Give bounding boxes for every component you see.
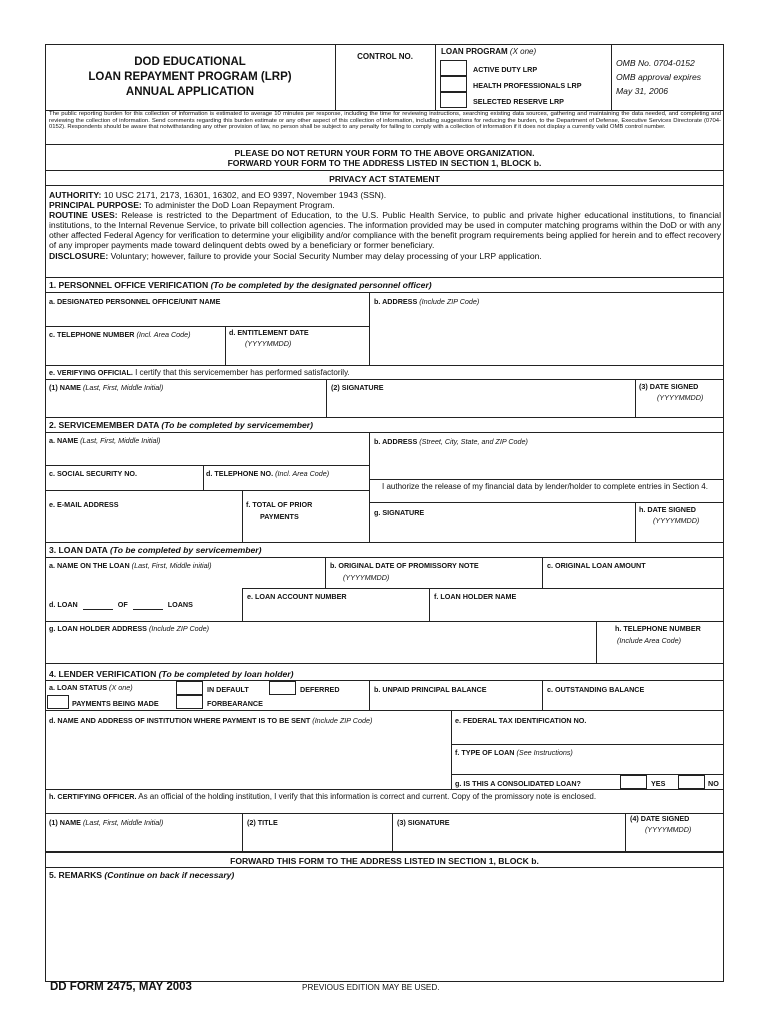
dd-form-2475	[45, 44, 724, 982]
servicemember-name-label: a. NAME (Last, First, Middle Initial)	[49, 436, 161, 445]
loan-number-blank[interactable]	[83, 600, 113, 610]
email-field[interactable]	[46, 510, 241, 541]
promissory-note-date-hint: (YYYYMMDD)	[343, 573, 390, 582]
privacy-act-title: PRIVACY ACT STATEMENT	[329, 174, 440, 184]
edition-note: PREVIOUS EDITION MAY BE USED.	[302, 983, 440, 992]
loan-holder-address-field[interactable]	[46, 634, 595, 662]
loan-holder-name-field[interactable]	[430, 602, 723, 620]
loan-status-label: a. LOAN STATUS (X one)	[49, 683, 133, 692]
personnel-phone-field[interactable]	[46, 340, 224, 364]
servicemember-address-field[interactable]	[370, 447, 723, 479]
personnel-office-name-field[interactable]	[46, 307, 368, 327]
entitlement-date-hint: (YYYYMMDD)	[245, 339, 292, 348]
unpaid-principal-field[interactable]	[370, 695, 541, 709]
section-5-title: 5. REMARKS (Continue on back if necessary)	[49, 870, 235, 880]
loan-program-checkbox-selected-reserve[interactable]	[440, 92, 467, 108]
certifying-officer-date-field[interactable]	[626, 836, 723, 850]
prior-payments-label: f. TOTAL OF PRIOR	[246, 500, 313, 509]
personnel-phone-label: c. TELEPHONE NUMBER (Incl. Area Code)	[49, 330, 191, 339]
loan-holder-phone-hint: (Include Area Code)	[617, 636, 682, 645]
return-notice: PLEASE DO NOT RETURN YOUR FORM TO THE ABOVE ORGANIZATION. FORWARD YOUR FORM TO THE ADDRESS LISTED IN SECTION 1, BLOCK b.	[227, 148, 542, 168]
verifying-official-name-field[interactable]	[46, 394, 325, 416]
loan-type-field[interactable]	[452, 758, 723, 773]
consolidated-yes-label: YES	[651, 779, 666, 788]
control-no-label: CONTROL NO.	[357, 52, 413, 61]
entitlement-date-field[interactable]	[226, 350, 368, 364]
ssn-field[interactable]	[46, 478, 202, 489]
loan-account-number-label: e. LOAN ACCOUNT NUMBER	[247, 592, 347, 601]
prior-payments-label-2: PAYMENTS	[260, 512, 299, 521]
certifying-officer-signature-label: (3) SIGNATURE	[397, 818, 450, 827]
ssn-label: c. SOCIAL SECURITY NO.	[49, 469, 137, 478]
original-loan-amount-label: c. ORIGINAL LOAN AMOUNT	[547, 561, 646, 570]
personnel-office-address-field[interactable]	[370, 307, 723, 364]
loan-holder-phone-field[interactable]	[597, 647, 723, 662]
promissory-note-date-label: b. ORIGINAL DATE OF PROMISSORY NOTE	[330, 561, 479, 570]
certifying-officer-name-label: (1) NAME (Last, First, Middle Initial)	[49, 818, 164, 827]
tax-id-label: e. FEDERAL TAX IDENTIFICATION NO.	[455, 716, 587, 725]
certifying-officer-date-hint: (YYYYMMDD)	[645, 825, 692, 834]
personnel-office-address-label: b. ADDRESS (Include ZIP Code)	[374, 297, 480, 306]
certifying-officer-title-label: (2) TITLE	[247, 818, 278, 827]
certifying-officer-statement: h. CERTIFYING OFFICER. As an official of the holding institution, I verify that this information is correct and current. Copy of the promissory note is enclosed.	[49, 792, 597, 801]
burden-statement: The public reporting burden for this collection of information is estimated to average 10 minutes per response, including the time for reviewing instructions, searching existing data sources, gathering and maintaining the data needed, and completing and reviewing the collection of information. Send comments regarding this burden estimate or any other aspect of this collection of information, including suggestions for reducing the burden, to the Department of Defense, Executive Services Directorate (0704-0152). Respondents should be aware that notwithstanding any other provision of law, no person shall be subject to any penalty for failing to comply with a collection of information if it does not display a currently valid OMB control number.	[49, 111, 721, 131]
certifying-officer-date-label: (4) DATE SIGNED	[630, 814, 690, 823]
loan-program-option-selected-reserve: SELECTED RESERVE LRP	[473, 97, 564, 106]
form-id: DD FORM 2475, MAY 2003	[50, 981, 192, 993]
loan-holder-phone-label: h. TELEPHONE NUMBER	[615, 624, 701, 633]
remarks-field[interactable]	[46, 882, 723, 981]
section-1-title: 1. PERSONNEL OFFICE VERIFICATION (To be completed by the designated personnel officer)	[49, 280, 432, 290]
loan-holder-address-label: g. LOAN HOLDER ADDRESS (Include ZIP Code)	[49, 624, 210, 633]
servicemember-date-field[interactable]	[636, 527, 723, 541]
loan-status-option-forbearance: FORBEARANCE	[207, 699, 263, 708]
certifying-officer-signature-field[interactable]	[393, 828, 624, 850]
privacy-act-body: AUTHORITY: 10 USC 2171, 2173, 16301, 16302, and EO 9397, November 1943 (SSN). PRINCIPAL PURPOSE: To administer the DoD Loan Repayment Program. ROUTINE USES: Release is restricted to the Department of Education, to the U.S. Public Health Service, to public and private higher educational institutions, to financial institutions, to the Internal Revenue Service, to private bill collection agencies. The information provided may be used in computer matching programs within the DoD or with any other affected Federal Agency for verification to determine your eligibility and/or compliance with the benefit program requirements being applied for herein and to effect recovery of any improper payments made toward delinquent debts owed by a beneficiary or former beneficiary. DISCLOSURE: Voluntary; however, failure to provide your Social Security Number may delay processing of your LRP application.	[49, 190, 721, 261]
loan-status-checkbox-deferred[interactable]	[269, 681, 296, 695]
loan-status-checkbox-default[interactable]	[176, 681, 203, 695]
outstanding-balance-label: c. OUTSTANDING BALANCE	[547, 685, 645, 694]
servicemember-name-field[interactable]	[46, 446, 368, 466]
servicemember-phone-field[interactable]	[204, 478, 368, 489]
loan-program-option-health-professionals: HEALTH PROFESSIONALS LRP	[473, 81, 582, 90]
loan-program-checkbox-active-duty[interactable]	[440, 60, 467, 76]
loan-status-option-deferred: DEFERRED	[300, 685, 340, 694]
prior-payments-field[interactable]	[243, 522, 368, 541]
servicemember-phone-label: d. TELEPHONE NO. (Incl. Area Code)	[206, 469, 330, 478]
verifying-official-signature-label: (2) SIGNATURE	[331, 383, 384, 392]
outstanding-balance-field[interactable]	[543, 695, 723, 709]
servicemember-date-label: h. DATE SIGNED	[639, 505, 696, 514]
servicemember-signature-field[interactable]	[370, 518, 634, 541]
certifying-officer-title-field[interactable]	[243, 828, 391, 850]
verifying-official-date-label: (3) DATE SIGNED	[639, 382, 699, 391]
servicemember-signature-label: g. SIGNATURE	[374, 508, 425, 517]
loan-program-label: LOAN PROGRAM (X one)	[441, 47, 537, 56]
verifying-official-statement: e. VERIFYING OFFICIAL. I certify that this servicemember has performed satisfactorily.	[49, 368, 350, 377]
loan-holder-name-label: f. LOAN HOLDER NAME	[434, 592, 517, 601]
financial-data-authorization: I authorize the release of my financial data by lender/holder to complete entries in Section 4.	[382, 482, 708, 491]
verifying-official-date-hint: (YYYYMMDD)	[657, 393, 704, 402]
loan-type-label: f. TYPE OF LOAN (See Instructions)	[455, 748, 573, 757]
verifying-official-date-field[interactable]	[636, 404, 723, 416]
entitlement-date-label: d. ENTITLEMENT DATE	[229, 328, 309, 337]
section-4-title: 4. LENDER VERIFICATION (To be completed by loan holder)	[49, 669, 294, 679]
verifying-official-signature-field[interactable]	[327, 394, 634, 416]
personnel-office-name-label: a. DESIGNATED PERSONNEL OFFICE/UNIT NAME	[49, 297, 221, 306]
loan-status-checkbox-forbearance[interactable]	[176, 695, 203, 709]
loan-total-blank[interactable]	[133, 600, 163, 610]
consolidated-no-checkbox[interactable]	[678, 775, 705, 789]
loan-status-checkbox-payments[interactable]	[47, 695, 69, 709]
servicemember-date-hint: (YYYYMMDD)	[653, 516, 700, 525]
loan-status-option-payments: PAYMENTS BEING MADE	[72, 699, 159, 708]
consolidated-yes-checkbox[interactable]	[620, 775, 647, 789]
servicemember-address-label: b. ADDRESS (Street, City, State, and ZIP Code)	[374, 437, 528, 446]
certifying-officer-name-field[interactable]	[46, 828, 241, 850]
unpaid-principal-label: b. UNPAID PRINCIPAL BALANCE	[374, 685, 487, 694]
loan-program-checkbox-health-professionals[interactable]	[440, 76, 467, 92]
forward-notice: FORWARD THIS FORM TO THE ADDRESS LISTED IN SECTION 1, BLOCK b.	[230, 856, 539, 866]
consolidated-no-label: NO	[708, 779, 719, 788]
original-loan-amount-field[interactable]	[543, 571, 723, 587]
loan-status-option-default: IN DEFAULT	[207, 685, 249, 694]
tax-id-field[interactable]	[452, 726, 723, 743]
section-3-title: 3. LOAN DATA (To be completed by servicemember)	[49, 545, 262, 555]
payment-institution-field[interactable]	[46, 726, 450, 788]
email-label: e. E-MAIL ADDRESS	[49, 500, 119, 509]
loan-count-label: d. LOAN OF LOANS	[49, 600, 193, 609]
omb-info: OMB No. 0704-0152 OMB approval expires May 31, 2006	[616, 58, 702, 96]
loan-program-option-active-duty: ACTIVE DUTY LRP	[473, 65, 538, 74]
name-on-loan-label: a. NAME ON THE LOAN (Last, First, Middle initial)	[49, 561, 212, 570]
form-title: DOD EDUCATIONAL LOAN REPAYMENT PROGRAM (LRP) ANNUAL APPLICATION	[88, 56, 292, 98]
verifying-official-name-label: (1) NAME (Last, First, Middle Initial)	[49, 383, 164, 392]
payment-institution-label: d. NAME AND ADDRESS OF INSTITUTION WHERE PAYMENT IS TO BE SENT (Include ZIP Code)	[49, 716, 373, 725]
section-2-title: 2. SERVICEMEMBER DATA (To be completed by servicemember)	[49, 420, 313, 430]
consolidated-loan-label: g. IS THIS A CONSOLIDATED LOAN?	[455, 779, 581, 788]
loan-account-number-field[interactable]	[243, 602, 428, 620]
